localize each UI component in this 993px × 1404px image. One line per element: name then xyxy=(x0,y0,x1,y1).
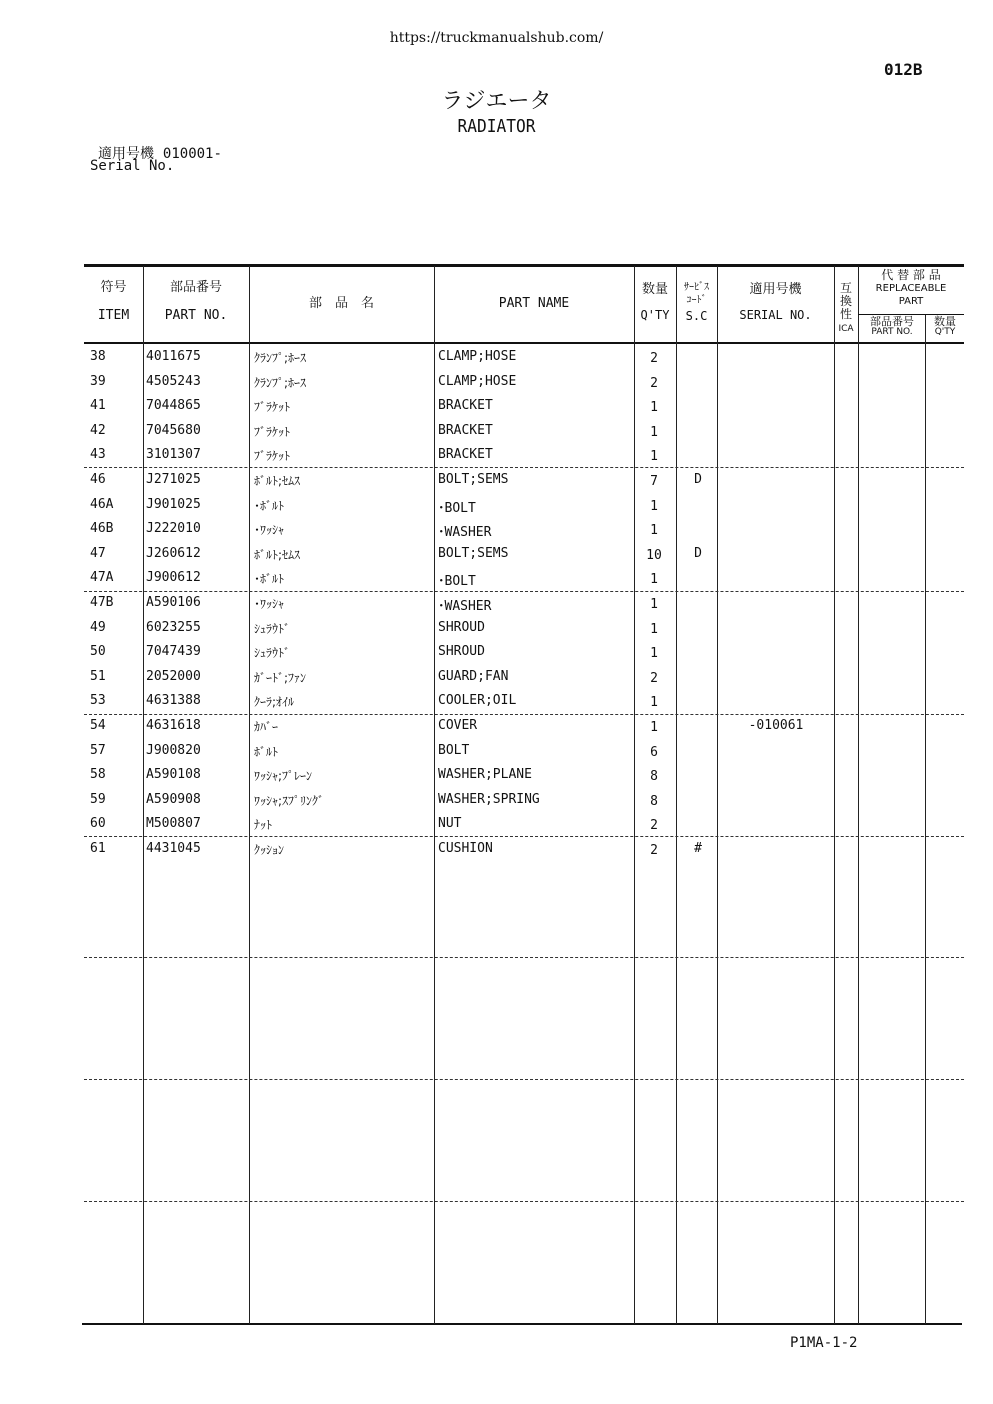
item-number: 59 xyxy=(90,791,106,807)
part-number: A590106 xyxy=(146,595,201,610)
item-number: 57 xyxy=(90,742,106,758)
item-number: 46 xyxy=(90,472,106,487)
source-url: https://truckmanualshub.com/ xyxy=(389,30,604,46)
part-number: J271025 xyxy=(146,472,201,487)
page-title-en: RADIATOR xyxy=(457,116,536,137)
quantity: 1 xyxy=(650,449,658,465)
table-row xyxy=(84,763,964,787)
quantity: 2 xyxy=(650,351,658,366)
part-number: J222010 xyxy=(146,521,201,537)
quantity: 1 xyxy=(650,597,658,612)
item-number: 51 xyxy=(90,668,106,684)
table-row xyxy=(84,394,964,418)
col-header-qty-jp: 数量 xyxy=(641,282,668,297)
quantity: 2 xyxy=(650,843,658,858)
item-number: 47 xyxy=(90,545,106,561)
part-name-jp: ･ﾎﾞﾙﾄ xyxy=(254,572,285,587)
part-name-jp: ｶﾊﾞｰ xyxy=(254,720,279,734)
col-header-qty-en: Q'TY xyxy=(640,307,670,322)
part-name-jp: ｸﾗﾝﾌﾟ;ﾎｰｽ xyxy=(254,375,307,390)
page-code: 012B xyxy=(884,60,923,79)
item-number: 43 xyxy=(90,447,106,463)
part-number: 7047439 xyxy=(146,644,201,660)
part-name-en: ･WASHER xyxy=(438,525,492,541)
item-number: 60 xyxy=(90,816,106,832)
part-number: M500807 xyxy=(146,816,201,832)
table-row xyxy=(84,788,964,812)
part-name-jp: ﾎﾞﾙﾄ;ｾﾑｽ xyxy=(254,547,301,562)
col-header-repl-partno-en: PART NO. xyxy=(871,327,913,338)
item-number: 39 xyxy=(90,373,106,389)
part-number: A590908 xyxy=(146,791,201,807)
col-header-name-jp: 部 品 名 xyxy=(308,296,374,311)
item-number: 46A xyxy=(90,496,114,512)
group-separator xyxy=(84,957,964,958)
col-header-sc-jp: ｻｰﾋﾞｽ ｺｰﾄﾞ xyxy=(684,282,709,306)
part-name-jp: ﾎﾞﾙﾄ;ｾﾑｽ xyxy=(254,474,301,488)
item-number: 58 xyxy=(90,767,106,783)
part-number: 4631388 xyxy=(146,693,201,709)
table-row xyxy=(84,542,964,566)
part-number: 4505243 xyxy=(146,373,201,389)
col-header-repl-en: REPLACEABLE PART xyxy=(875,283,947,308)
table-row xyxy=(84,468,964,492)
part-name-jp: ﾌﾞﾗｹｯﾄ xyxy=(254,400,291,415)
item-number: 49 xyxy=(90,619,106,635)
col-header-repl-partno-jp: 部品番号 xyxy=(870,315,914,328)
item-number: 54 xyxy=(90,718,106,733)
part-number: J901025 xyxy=(146,496,201,512)
part-name-jp: ･ﾜｯｼｬ xyxy=(254,597,285,611)
quantity: 6 xyxy=(650,744,658,760)
part-name-en: CLAMP;HOSE xyxy=(438,349,517,364)
col-header-item xyxy=(84,280,143,323)
quantity: 10 xyxy=(646,547,662,563)
col-header-partno-en: PART NO. xyxy=(164,307,228,323)
part-name-en: BRACKET xyxy=(438,447,493,463)
item-number: 47B xyxy=(90,595,114,610)
part-name-en: BRACKET xyxy=(438,398,493,414)
table-row xyxy=(84,714,964,738)
quantity: 2 xyxy=(650,670,658,686)
col-header-partno-jp: 部品番号 xyxy=(169,280,222,295)
part-name-jp: ｸｰﾗ;ｵｲﾙ xyxy=(254,695,295,710)
col-header-ica xyxy=(834,282,858,334)
table-row xyxy=(84,345,964,369)
quantity: 1 xyxy=(650,424,658,440)
part-number: 3101307 xyxy=(146,447,201,463)
col-header-repl-qty-en: Q'TY xyxy=(934,327,956,338)
part-name-jp: ･ﾎﾞﾙﾄ xyxy=(254,498,285,513)
col-header-item-jp: 符号 xyxy=(100,280,127,295)
quantity: 1 xyxy=(650,523,658,539)
page-title-jp: ラジエータ xyxy=(441,89,552,114)
part-name-en: SHROUD xyxy=(438,619,485,635)
part-name-en: WASHER;SPRING xyxy=(438,791,540,807)
col-header-sc xyxy=(676,281,717,323)
col-header-ica-en: ICA xyxy=(838,323,854,334)
part-number: 6023255 xyxy=(146,619,201,635)
service-code: D xyxy=(694,472,702,487)
quantity: 8 xyxy=(650,769,658,785)
col-header-item-en: ITEM xyxy=(97,307,130,323)
item-number: 42 xyxy=(90,422,106,438)
item-number: 61 xyxy=(90,841,106,856)
quantity: 7 xyxy=(650,474,658,489)
part-name-jp: ｸﾗﾝﾌﾟ;ﾎｰｽ xyxy=(254,351,307,365)
part-number: A590108 xyxy=(146,767,201,783)
quantity: 8 xyxy=(650,793,658,809)
part-name-jp: ﾜｯｼｬ;ﾌﾟﾚｰﾝ xyxy=(254,769,313,784)
part-number: 4431045 xyxy=(146,841,201,856)
header-bottom-rule xyxy=(84,342,964,344)
serial-range: -010061 xyxy=(748,718,804,733)
col-header-repl-qty xyxy=(926,316,964,338)
table-row xyxy=(84,739,964,763)
quantity: 1 xyxy=(650,695,658,711)
item-number: 41 xyxy=(90,398,106,414)
part-name-en: ･BOLT xyxy=(438,574,476,590)
col-header-partno xyxy=(143,280,249,323)
part-name-en: BOLT xyxy=(438,742,470,758)
table-row xyxy=(84,812,964,836)
part-name-jp: ｼｭﾗｳﾄﾞ xyxy=(254,621,291,636)
serial-label-jp: 適用号機 xyxy=(98,146,154,162)
col-header-serial-en: SERIAL NO. xyxy=(739,307,812,322)
quantity: 2 xyxy=(650,818,658,834)
serial-value: 010001- xyxy=(162,146,222,162)
table-top-rule xyxy=(84,264,964,267)
col-header-ica-jp: 互換性 xyxy=(839,281,852,322)
part-name-jp: ･ﾜｯｼｬ xyxy=(254,523,285,538)
table-row xyxy=(84,616,964,640)
part-name-en: ･WASHER xyxy=(438,599,492,614)
footer-code: P1MA-1-2 xyxy=(790,1335,858,1351)
table-row xyxy=(84,640,964,664)
table-row xyxy=(84,689,964,713)
part-name-en: CUSHION xyxy=(438,841,493,856)
part-name-en: BOLT;SEMS xyxy=(438,545,509,561)
col-header-serial-jp: 適用号機 xyxy=(749,282,802,297)
part-name-en: WASHER;PLANE xyxy=(438,767,532,783)
part-name-en: BRACKET xyxy=(438,422,493,438)
table-row xyxy=(84,493,964,517)
quantity: 2 xyxy=(650,375,658,391)
part-number: J900820 xyxy=(146,742,201,758)
quantity: 1 xyxy=(650,621,658,637)
group-separator xyxy=(84,1079,964,1080)
part-name-jp: ﾎﾞﾙﾄ xyxy=(254,744,279,759)
group-separator xyxy=(84,1201,964,1202)
service-code: D xyxy=(694,545,702,561)
col-header-repl-jp: 代 替 部 品 xyxy=(881,268,941,282)
part-number: 2052000 xyxy=(146,668,201,684)
quantity: 1 xyxy=(650,646,658,662)
part-name-jp: ﾌﾞﾗｹｯﾄ xyxy=(254,449,291,464)
item-number: 47A xyxy=(90,570,114,586)
table-bottom-rule xyxy=(82,1323,962,1325)
item-number: 50 xyxy=(90,644,106,660)
table-row xyxy=(84,517,964,541)
part-name-jp: ｸｯｼｮﾝ xyxy=(254,843,285,857)
table-row xyxy=(84,419,964,443)
col-header-qty xyxy=(634,282,676,322)
quantity: 1 xyxy=(650,498,658,514)
part-name-jp: ﾌﾞﾗｹｯﾄ xyxy=(254,424,291,439)
table-row xyxy=(84,370,964,394)
quantity: 1 xyxy=(650,572,658,588)
part-name-en: GUARD;FAN xyxy=(438,668,509,684)
part-name-en: ･BOLT xyxy=(438,500,476,516)
part-number: 4011675 xyxy=(146,349,201,364)
part-number: 7045680 xyxy=(146,422,201,438)
quantity: 1 xyxy=(650,720,658,735)
part-number: J900612 xyxy=(146,570,201,586)
col-header-repl-qty-jp: 数量 xyxy=(934,315,956,328)
quantity: 1 xyxy=(650,400,658,416)
part-name-jp: ｶﾞｰﾄﾞ;ﾌｧﾝ xyxy=(254,670,307,685)
part-name-en: COVER xyxy=(438,718,478,733)
table-row xyxy=(84,837,964,861)
item-number: 53 xyxy=(90,693,106,709)
part-name-en: NUT xyxy=(438,816,462,832)
part-name-jp: ｼｭﾗｳﾄﾞ xyxy=(254,646,291,661)
table-row xyxy=(84,665,964,689)
col-header-name-en: PART NAME xyxy=(498,296,570,311)
part-name-en: CLAMP;HOSE xyxy=(438,373,517,389)
table-row xyxy=(84,443,964,467)
table-row xyxy=(84,591,964,615)
service-code: # xyxy=(694,841,702,856)
table-row xyxy=(84,566,964,590)
part-name-en: SHROUD xyxy=(438,644,485,660)
part-number: 4631618 xyxy=(146,718,201,733)
part-name-jp: ﾅｯﾄ xyxy=(254,818,273,833)
part-number: J260612 xyxy=(146,545,201,561)
part-name-en: BOLT;SEMS xyxy=(438,472,509,487)
part-number: 7044865 xyxy=(146,398,201,414)
part-name-jp: ﾜｯｼｬ;ｽﾌﾟﾘﾝｸﾞ xyxy=(254,793,325,808)
col-header-repl-partno xyxy=(860,316,924,338)
item-number: 38 xyxy=(90,349,106,364)
col-header-replaceable xyxy=(858,268,964,308)
part-name-en: COOLER;OIL xyxy=(438,693,517,709)
serial-label-en: Serial No. xyxy=(90,158,175,174)
col-header-serial xyxy=(717,282,834,322)
col-header-sc-en: S.C xyxy=(685,309,708,323)
item-number: 46B xyxy=(90,521,114,537)
